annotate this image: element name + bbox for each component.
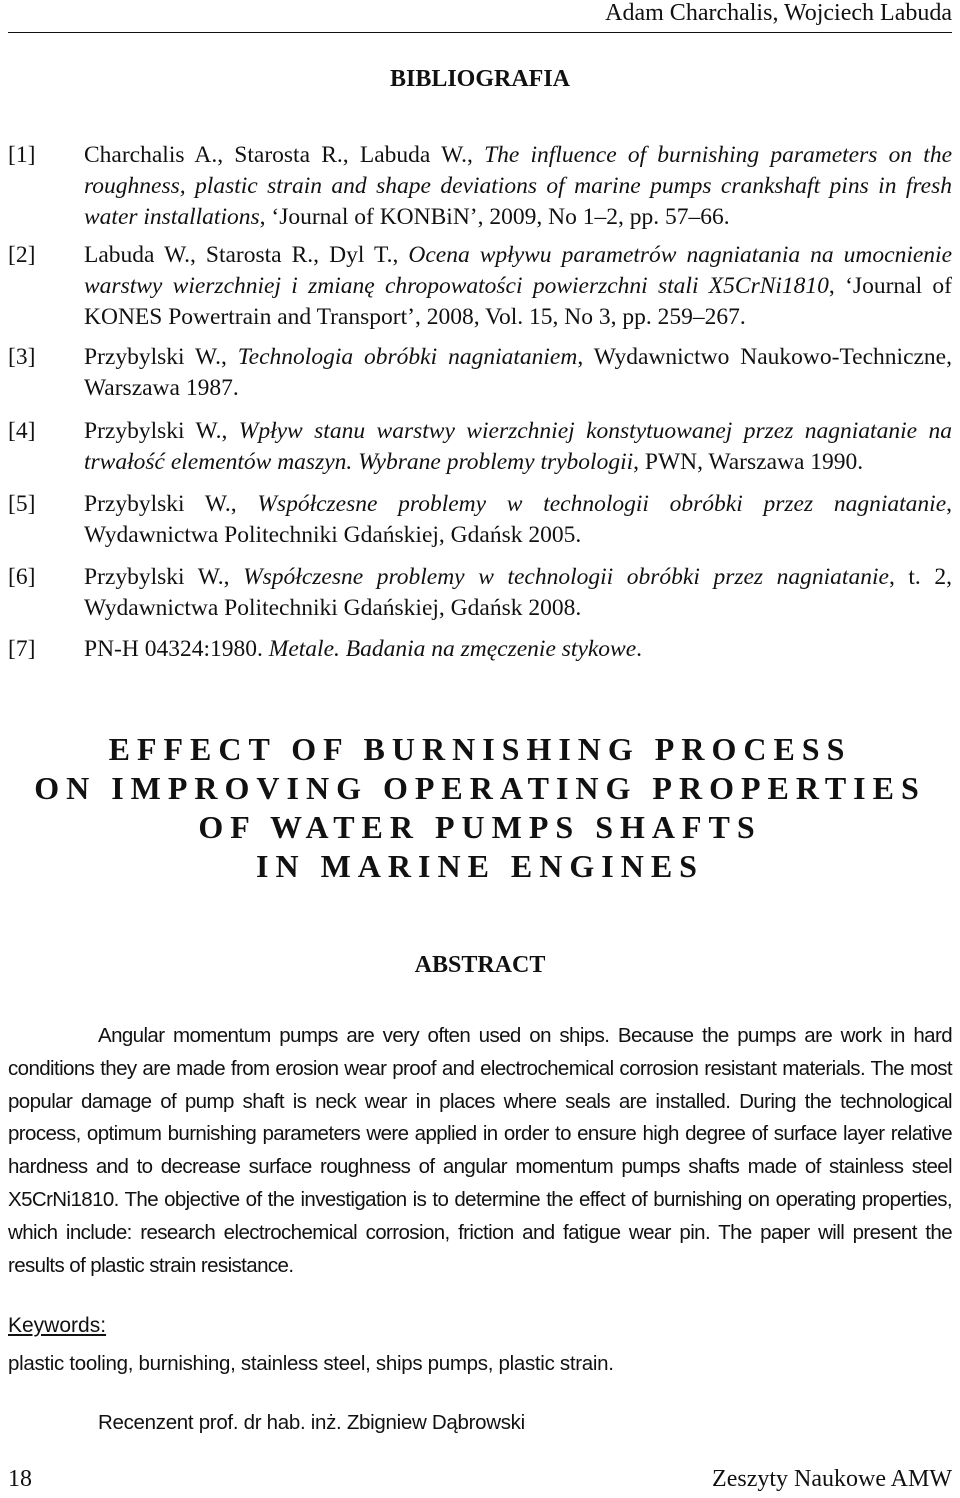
reference-number: [4] — [8, 418, 36, 444]
keywords-label: Keywords: — [8, 1314, 107, 1337]
reference-details: , ‘Journal of KONES Powertrain and Transport’, 2008, Vol. 15, No 3, pp. 259–267. — [84, 273, 952, 330]
bibliography-heading: BIBLIOGRAFIA — [389, 66, 571, 92]
title-line: ON IMPROVING OPERATING PROPERTIES — [34, 770, 926, 806]
title-line: OF WATER PUMPS SHAFTS — [198, 809, 762, 845]
abstract-paragraph: Angular momentum pumps are very often used on ships. Because the pumps are work in hard conditions they are made from erosion wear proof and electrochemical corrosion resistant materials. The most popular damage of pump shaft is neck wear in places where seals are installed. During the technological process, optimum burnishing parameters were applied in order to ensure high degree of surface layer relative hardness and to decrease surface roughness of angular momentum pumps shafts made of stainless steel X5CrNi1810. The objective of the investigation is to determine the effect of burnishing on operating properties, which include: research electrochemical corrosion, friction and fatigue wear pin. The paper will present the results of plastic strain resistance. — [8, 1024, 952, 1277]
reference-authors: Przybylski W. — [84, 491, 231, 517]
reference-item — [8, 240, 952, 333]
reference-number: [5] — [8, 491, 36, 517]
reference-authors: Charchalis A., Starosta R., Labuda W. — [84, 142, 467, 168]
reference-number: [2] — [8, 242, 36, 268]
reference-title: The influence of burnishing parameters on the roughness, plastic strain and shape deviations of marine pumps crankshaft pins in fresh water installations — [84, 142, 953, 230]
reference-title: Technologia obróbki nagniataniem — [237, 344, 578, 370]
reference-authors: Przybylski W. — [84, 564, 224, 590]
title-line: EFFECT OF BURNISHING PROCESS — [108, 731, 852, 767]
reference-authors: PN-H 04324:1980. — [84, 636, 263, 662]
reference-title: Metale. Badania na zmęczenie stykowe — [268, 636, 637, 662]
reference-item — [8, 416, 952, 478]
journal-name: Zeszyty Naukowe AMW — [712, 1466, 952, 1492]
reference-item — [8, 140, 952, 233]
reference-body: Charchalis A., Starosta R., Labuda W., The influence of burnishing parameters on the roughness, plastic strain and shape deviations of marine pumps crankshaft pins in fresh water installations, ‘Journal of KONBiN’, 2009, No 1–2, pp. 57–66. — [84, 142, 953, 230]
reference-item — [8, 562, 952, 624]
reference-body: Przybylski W., Współczesne problemy w technologii obróbki przez nagniatanie, Wydawnictwa Politechniki Gdańskiej, Gdańsk 2005. — [84, 491, 952, 548]
reference-item — [8, 489, 952, 551]
reference-title: Ocena wpływu parametrów nagniatania na umocnienie warstwy wierzchniej i zmianę chropowatości powierzchni stali X5CrNi1810 — [84, 242, 953, 299]
running-header-author: Adam Charchalis, Wojciech Labuda — [605, 0, 952, 26]
reference-title: Współczesne problemy w technologii obróbki przez nagniatanie — [243, 564, 889, 590]
reference-number: [3] — [8, 344, 36, 370]
reference-details: , Wydawnictwo Naukowo-Techniczne, Warszawa 1987. — [84, 344, 952, 401]
reference-details: , PWN, Warszawa 1990. — [633, 449, 864, 475]
reference-title: Wpływ stanu warstwy wierzchniej konstytuowanej przez nagniatanie na trwałość elementów maszyn. Wybrane problemy trybologii — [84, 418, 952, 475]
reviewer-note: Recenzent prof. dr hab. inż. Zbigniew Dąbrowski — [98, 1411, 525, 1434]
reference-title: Współczesne problemy w technologii obróbki przez nagniatanie — [257, 491, 947, 517]
keywords-list: plastic tooling, burnishing, stainless steel, ships pumps, plastic strain. — [8, 1352, 614, 1375]
abstract-heading: ABSTRACT — [414, 952, 546, 978]
reference-body: Przybylski W., Współczesne problemy w technologii obróbki przez nagniatanie, t. 2, Wydawnictwa Politechniki Gdańskiej, Gdańsk 2008. — [84, 564, 953, 621]
reference-details: , ‘Journal of KONBiN’, 2009, No 1–2, pp. 57–66. — [259, 204, 730, 230]
reference-authors: Labuda W., Starosta R., Dyl T. — [84, 242, 393, 268]
reference-details: , Wydawnictwa Politechniki Gdańskiej, Gdańsk 2005. — [84, 491, 952, 548]
reference-number: [7] — [8, 636, 36, 662]
reference-body — [84, 634, 952, 665]
english-paper-title — [0, 730, 960, 886]
header-rule — [8, 32, 952, 33]
reference-body: Przybylski W., Wpływ stanu warstwy wierzchniej konstytuowanej przez nagniatanie na trwałość elementów maszyn. Wybrane problemy trybologii, PWN, Warszawa 1990. — [84, 418, 952, 475]
title-line: IN MARINE ENGINES — [256, 848, 704, 884]
reference-item — [8, 342, 952, 404]
reference-body: Przybylski W., Technologia obróbki nagniataniem, Wydawnictwo Naukowo-Techniczne, Warszawa 1987. — [84, 344, 952, 401]
reference-details: , t. 2, Wydawnictwa Politechniki Gdańskiej, Gdańsk 2008. — [84, 564, 953, 621]
reference-authors: Przybylski W. — [84, 344, 221, 370]
reference-authors: Przybylski W. — [84, 418, 222, 444]
reference-item — [8, 634, 952, 665]
reference-body: Labuda W., Starosta R., Dyl T., Ocena wpływu parametrów nagniatania na umocnienie warstwy wierzchniej i zmianę chropowatości powierzchni stali X5CrNi1810, ‘Journal of KONES Powertrain and Transport’, 2008, Vol. 15, No 3, pp. 259–267. — [84, 242, 953, 330]
reference-number: [1] — [8, 142, 36, 168]
page-number: 18 — [8, 1466, 32, 1492]
reference-details: . — [636, 636, 643, 662]
reference-number: [6] — [8, 564, 36, 590]
